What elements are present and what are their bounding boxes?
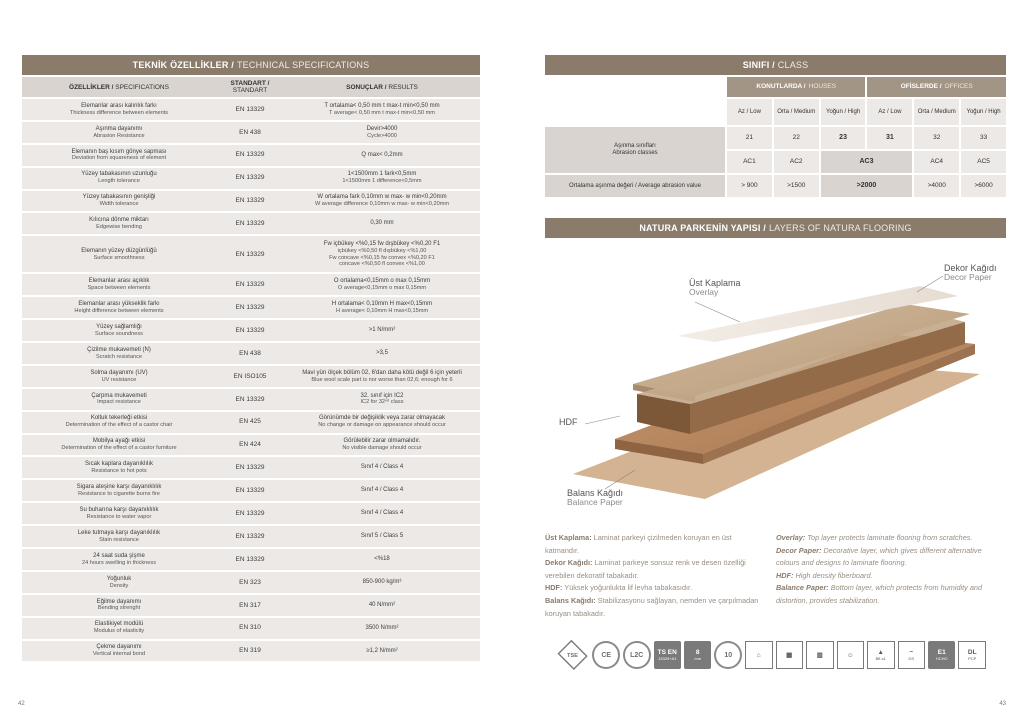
spec-result: H ortalama< 0,10mm H max<0,15mm H average< 0,10mm H max<0,15mm — [284, 297, 480, 318]
spec-standard: EN 13329 — [216, 457, 284, 478]
spec-result: 850-900 kg/m³ — [284, 572, 480, 593]
spec-name: Solma dayanımı (UV) UV resistance — [22, 366, 216, 387]
certification-logo: ~ DS — [898, 641, 926, 669]
spec-standard: EN 13329 — [216, 480, 284, 501]
ac-class: AC3 — [821, 151, 913, 173]
class-blank — [545, 99, 725, 125]
spec-result: >1 N/mm² — [284, 320, 480, 341]
spec-row — [22, 297, 480, 318]
spec-name: Sıcak kaplara dayanıklılık Resistance to hot pots — [22, 457, 216, 478]
spec-row — [22, 99, 480, 120]
usage-level: Az / Low — [867, 99, 912, 125]
layer-description: HDF: Yüksek yoğunlukta lif levha tabakasıdır. — [545, 583, 693, 593]
average-abrasion-label: Ortalama aşınma değeri / Average abrasion value — [545, 175, 725, 197]
spec-result: 0,30 mm — [284, 213, 480, 234]
average-abrasion-value: >4000 — [914, 175, 959, 197]
spec-name: Çarpma mukavemeti Impact resistance — [22, 389, 216, 410]
spec-standard: EN 13329 — [216, 168, 284, 189]
spec-result: <%18 — [284, 549, 480, 570]
spec-row — [22, 366, 480, 387]
spec-standard: EN 438 — [216, 343, 284, 364]
certification-logo: ⌂ — [745, 641, 773, 669]
spec-result: ≥1,2 N/mm² — [284, 641, 480, 662]
spec-name: Elemanın yüzey düzgünlüğü Surface smoothness — [22, 236, 216, 272]
spec-name: Leke tutmaya karşı dayanıklılık Stain resistance — [22, 526, 216, 547]
certification-logo: ▦ — [776, 641, 804, 669]
spec-standard: EN 13329 — [216, 297, 284, 318]
spec-result: 40 N/mm² — [284, 595, 480, 616]
layer-description: HDF: High density fiberboard. — [776, 570, 873, 580]
usage-level: Yoğun / High — [961, 99, 1006, 125]
spec-row — [22, 641, 480, 662]
spec-row — [22, 412, 480, 433]
class-number: 31 — [867, 127, 912, 149]
spec-result: >3,5 — [284, 343, 480, 364]
class-title-bar: SINIFI / CLASS — [545, 55, 1006, 75]
layer-description: Balance Paper: Bottom layer, which protects from humidity and distortion, provides stabilization. — [776, 583, 983, 605]
spec-name: Koltuk tekerleği etkisi Determination of the effect of a castor chair — [22, 412, 216, 433]
class-number: 21 — [727, 127, 772, 149]
spec-name: Yüzey sağlamlığı Surface soundness — [22, 320, 216, 341]
label-balance-paper: Balans Kağıdı Balance Paper — [567, 488, 624, 508]
spec-standard: EN 13329 — [216, 191, 284, 212]
tech-title-light: TECHNICAL SPECIFICATIONS — [236, 60, 370, 70]
certification-logos — [556, 640, 986, 670]
spec-row — [22, 618, 480, 639]
ac-class: AC4 — [914, 151, 959, 173]
spec-result: Görünümde bir değişiklik veya zarar olmayacak No change or damage on appearance should occur — [284, 412, 480, 433]
spec-name: Mobilya ayağı etkisi Determination of the effect of a castor furniture — [22, 435, 216, 456]
ac-class: AC1 — [727, 151, 772, 173]
spec-standard: EN 13329 — [216, 549, 284, 570]
spec-standard: EN 13329 — [216, 236, 284, 272]
certification-logo: E1 HCHO — [928, 641, 955, 669]
spec-row — [22, 457, 480, 478]
usage-level: Yoğun / High — [821, 99, 866, 125]
spec-result: Q max< 0,2mm — [284, 145, 480, 166]
spec-row — [22, 122, 480, 143]
usage-level: Orta / Medium — [914, 99, 959, 125]
spec-standard: EN 310 — [216, 618, 284, 639]
spec-result: Devir>4000 Cycle>4000 — [284, 122, 480, 143]
layer-descriptions-tr — [545, 532, 760, 620]
spec-standard: EN 13329 — [216, 389, 284, 410]
spec-name: Çekme dayanımı Vertical internal bond — [22, 641, 216, 662]
col-header-results: SONUÇLAR / RESULTS — [284, 77, 480, 97]
page-number-left: 42 — [18, 701, 25, 707]
tech-title-bold: TEKNİK ÖZELLİKLER / — [132, 60, 234, 70]
spec-result: 32. sınıf için IC2 IC2 for 32ⁿᵈ class — [284, 389, 480, 410]
spec-result: Fw içbükey <%0,15 fw dışbükey <%0,20 F1 içbükey <%0,50 fl dışbükey <%1,00 Fw concave <%0,15 fw convex <%0,20 F1 concave <%0,50 fl convex <%1,00 — [284, 236, 480, 272]
spec-row — [22, 320, 480, 341]
layers-diagram — [545, 244, 1006, 524]
technical-specifications — [22, 55, 480, 663]
spec-standard: EN 319 — [216, 641, 284, 662]
layer-description: Balans Kağıdı: Stabilizasyonu sağlayan, nemden ve çarpılmadan koruyan tabakadır. — [545, 595, 759, 618]
spec-name: Elastikiyet modülü Modulus of elasticity — [22, 618, 216, 639]
spec-result: T ortalama< 0,50 mm t max-t min<0,50 mm T average< 0,50 mm t max-t min<0,50 mm — [284, 99, 480, 120]
spec-standard: EN 317 — [216, 595, 284, 616]
class-blank — [545, 77, 725, 97]
spec-name: Yoğunluk Density — [22, 572, 216, 593]
spec-result: W ortalama fark 0,10mm w max- w min<0,20mm W average difference 0,10mm w max- w min<0,20mm — [284, 191, 480, 212]
spec-result: Sınıf 4 / Class 4 — [284, 503, 480, 524]
certification-logo: CE — [592, 641, 620, 669]
certification-logo: ☺ — [837, 641, 865, 669]
spec-name: Su buharına karşı dayanıklılık Resistance to water vapor — [22, 503, 216, 524]
label-overlay: Üst Kaplama Overlay — [689, 278, 741, 298]
layers-section — [545, 218, 1006, 238]
spec-name: Yüzey tabakasının uzunluğu Length tolerance — [22, 168, 216, 189]
average-abrasion-value: >6000 — [961, 175, 1006, 197]
col-header-specifications: ÖZELLİKLER / SPECIFICATIONS — [22, 77, 216, 97]
layer-description: Overlay: Top layer protects laminate flooring from scratches. — [776, 533, 973, 542]
spec-row — [22, 595, 480, 616]
spec-name: Elemanlar arası açıklık Space between elements — [22, 274, 216, 295]
layer-description: Dekor Kağıdı: Laminat parkeye sonsuz renk ve desen özelliği verebilen dekoratif tabakadır. — [545, 558, 746, 580]
spec-name: Elemanlar arası yükseklik farkı Height difference between elements — [22, 297, 216, 318]
label-hdf: HDF — [559, 417, 578, 427]
class-number: 33 — [961, 127, 1006, 149]
spec-name: Yüzey tabakasının genişliği Width tolerance — [22, 191, 216, 212]
spec-row — [22, 389, 480, 410]
spec-result: Sınıf 4 / Class 4 — [284, 457, 480, 478]
spec-standard: EN 13329 — [216, 526, 284, 547]
spec-standard: EN 13329 — [216, 320, 284, 341]
spec-standard: EN 13329 — [216, 99, 284, 120]
tech-title-bar — [22, 55, 480, 75]
spec-row — [22, 213, 480, 234]
average-abrasion-value: > 900 — [727, 175, 772, 197]
col-header-standard: STANDART / STANDART — [216, 77, 284, 97]
class-grid — [545, 77, 1006, 197]
certification-logo: ▥ — [806, 641, 834, 669]
spec-row — [22, 480, 480, 501]
label-decor-paper: Dekor Kağıdı Decor Paper — [944, 263, 997, 283]
spec-row — [22, 549, 480, 570]
spec-standard: EN 13329 — [216, 503, 284, 524]
spec-row — [22, 572, 480, 593]
spec-result: O ortalama<0,15mm o max 0,15mm O average<0,15mm o max 0,15mm — [284, 274, 480, 295]
usage-level: Orta / Medium — [774, 99, 819, 125]
spec-name: Elemanlar arası kalınlık farkı Thickness difference between elements — [22, 99, 216, 120]
certification-logo: DL PCP — [958, 641, 986, 669]
spec-name: 24 saat suda şişme 24 hours swelling in thickness — [22, 549, 216, 570]
spec-result: Sınıf 4 / Class 4 — [284, 480, 480, 501]
spec-name: Elemanın baş kısım gönye sapması Deviation from squareness of element — [22, 145, 216, 166]
page-number-right: 43 — [999, 701, 1006, 707]
ac-class: AC5 — [961, 151, 1006, 173]
class-number: 32 — [914, 127, 959, 149]
class-number: 23 — [821, 127, 866, 149]
certification-logo: L2C — [623, 641, 651, 669]
certification-logo: 10 — [714, 641, 742, 669]
spec-row — [22, 236, 480, 272]
spec-standard: EN 424 — [216, 435, 284, 456]
spec-name: Sigara ateşine karşı dayanıklılık Resistance to cigarette burns fire — [22, 480, 216, 501]
spec-standard: EN 13329 — [216, 145, 284, 166]
flooring-layers-illustration — [545, 244, 1006, 524]
spec-name: Kılıcına dönme miktarı Edgewise bending — [22, 213, 216, 234]
usage-level: Az / Low — [727, 99, 772, 125]
abrasion-label: Aşınma sınıfları Abrasion classes — [545, 127, 725, 173]
spec-row — [22, 168, 480, 189]
layer-description: Decor Paper: Decorative layer, which gives different alternative colours and designs to laminate flooring. — [776, 545, 982, 568]
certification-logo: TSE — [558, 640, 588, 670]
certification-logo: TS EN 13329+A1 — [654, 641, 681, 669]
spec-result: 1<1500mm 1 fark<0,5mm 1<1500mm 1 difference<0,5mm — [284, 168, 480, 189]
spec-result: 3500 N/mm² — [284, 618, 480, 639]
spec-result: Sınıf 5 / Class 5 — [284, 526, 480, 547]
spec-table — [22, 75, 480, 663]
spec-standard: EN 13329 — [216, 213, 284, 234]
spec-row — [22, 145, 480, 166]
average-abrasion-value: >2000 — [821, 175, 913, 197]
spec-row — [22, 191, 480, 212]
spec-standard: EN 323 — [216, 572, 284, 593]
spec-name: Aşınma dayanımı Abrasion Resistance — [22, 122, 216, 143]
spec-name: Çizilme mukavemeti (N) Scratch resistance — [22, 343, 216, 364]
spec-standard: EN 438 — [216, 122, 284, 143]
offices-header: OFİSLERDE / OFFICES — [867, 77, 1006, 97]
layer-description: Üst Kaplama: Laminat parkeyi çizilmeden koruyan en üst katmandır. — [545, 533, 732, 555]
certification-logo: 8 mm — [684, 641, 711, 669]
spec-result: Mavi yün ölçek bölüm 02, 6'dan daha kötü değil 6 için yeterli Blue wool scale part is nor worse than 02,6; enough for 6 — [284, 366, 480, 387]
layers-title-bar: NATURA PARKENİN YAPISI / LAYERS OF NATURA FLOORING — [545, 218, 1006, 238]
spec-result: Görülebilir zarar olmamalıdır. No visible damage should occur — [284, 435, 480, 456]
spec-standard: EN ISO105 — [216, 366, 284, 387]
spec-row — [22, 274, 480, 295]
average-abrasion-value: >1500 — [774, 175, 819, 197]
houses-header: KONUTLARDA / HOUSES — [727, 77, 865, 97]
spec-row — [22, 503, 480, 524]
layer-descriptions-en — [776, 532, 1006, 608]
spec-standard: EN 425 — [216, 412, 284, 433]
spec-row — [22, 526, 480, 547]
spec-name: Eğilme dayanımı Bending strenght — [22, 595, 216, 616]
certification-logo: ▲ Bfl-s1 — [867, 641, 895, 669]
class-number: 22 — [774, 127, 819, 149]
spec-row — [22, 343, 480, 364]
ac-class: AC2 — [774, 151, 819, 173]
spec-row — [22, 435, 480, 456]
spec-standard: EN 13329 — [216, 274, 284, 295]
class-table — [545, 55, 1006, 197]
